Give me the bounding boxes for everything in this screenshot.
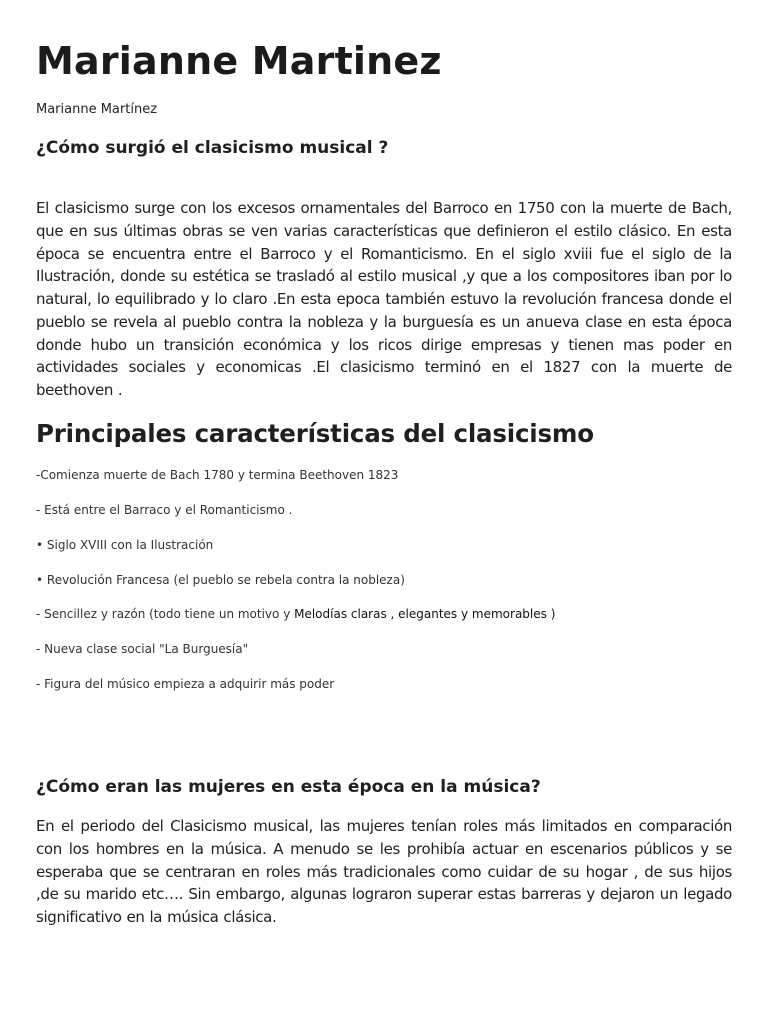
list-item — [36, 606, 555, 623]
list-item: - Nueva clase social "La Burguesía" — [36, 642, 249, 656]
women-paragraph: En el periodo del Clasicismo musical, las mujeres tenían roles más limitados en comparación con los hombres en la música. A menudo se les prohibía actuar en escenarios públicos y se esperaba que se centraran en roles más tradicionales como cuidar de su hogar , de sus hijos ,de su marido etc…. Sin embargo, algunas lograron superar estas barreras y dejaron un legado significativo en la música clásica. — [36, 817, 732, 926]
page-title: Marianne Martinez — [36, 39, 442, 83]
list-item: • Revolución Francesa (el pueblo se rebela contra la nobleza) — [36, 573, 405, 587]
list-item: - Está entre el Barraco y el Romanticismo . — [36, 503, 293, 517]
section-heading-characteristics: Principales características del clasicismo — [36, 419, 594, 448]
intro-paragraph: El clasicismo surge con los excesos ornamentales del Barroco en 1750 con la muerte de Bach, que en sus últimas obras se ven varias características que definieron el estilo clásico. En esta época se encuentra entre el Barroco y el Romanticismo. En el siglo xviii fue el siglo de la Ilustración, donde su estética se trasladó al estilo musical ,y que a los compositores iban por lo natural, lo equilibrado y lo claro .En esta epoca también estuvo la revolución francesa donde el pueblo se revela al pueblo contra la nobleza y la burguesía es un anueva clase en esta época donde hubo un transición económica y los ricos dirige empresas y tienen mas poder en actividades sociales y economicas .El clasicismo terminó en el 1827 con la muerte de beethoven . — [36, 199, 732, 399]
author-name: Marianne Martínez — [36, 102, 158, 117]
list-item-emphasis: Melodías claras , elegantes y memorables ) — [294, 607, 556, 621]
section-heading-origin: ¿Cómo surgió el clasicismo musical ? — [36, 138, 389, 158]
list-item: - Figura del músico empieza a adquirir más poder — [36, 677, 335, 691]
list-item-text: - Sencillez y razón (todo tiene un motivo y — [36, 607, 295, 621]
list-item: • Siglo XVIII con la Ilustración — [36, 538, 214, 552]
section-heading-women: ¿Cómo eran las mujeres en esta época en la música? — [36, 777, 541, 797]
list-item: -Comienza muerte de Bach 1780 y termina Beethoven 1823 — [36, 468, 399, 482]
